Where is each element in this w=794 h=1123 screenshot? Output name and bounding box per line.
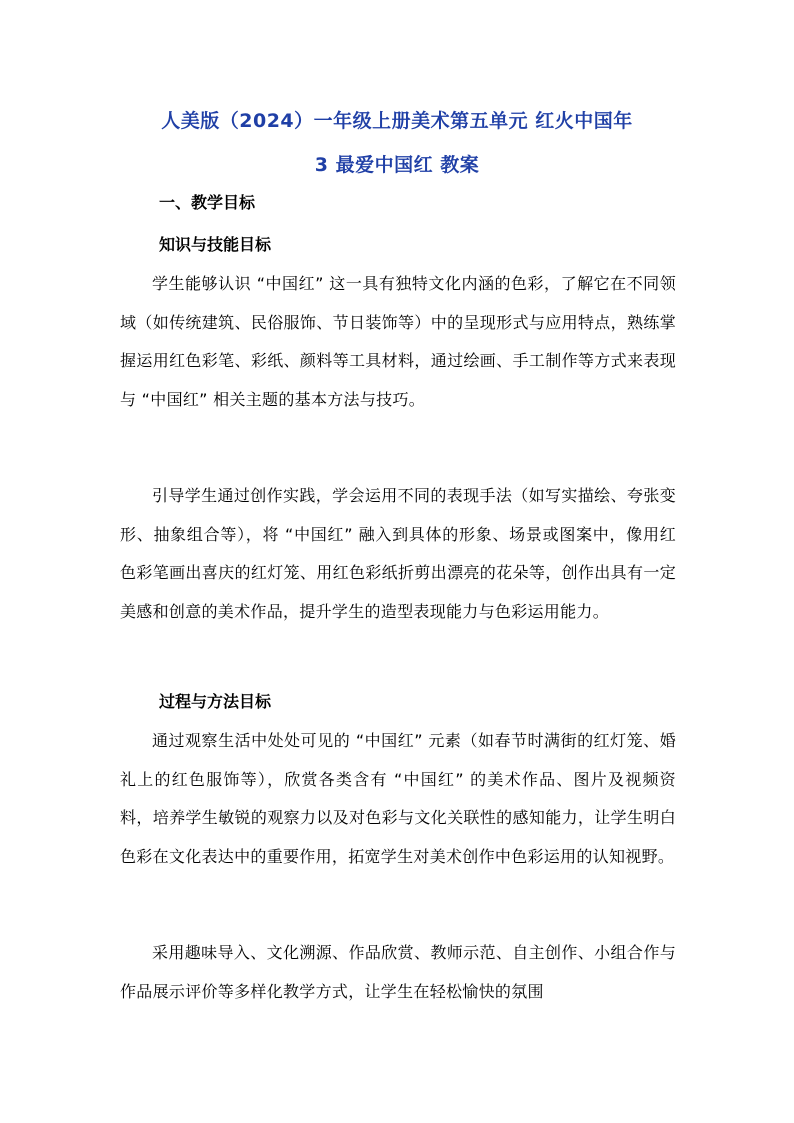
paragraph-process-2: 采用趣味导入、文化溯源、作品欣赏、教师示范、自主创作、小组合作与作品展示评价等多样化教学方式，让学生在轻松愉快的氛围 — [120, 943, 676, 1001]
document-title-line-1: 人美版（2024）一年级上册美术第五单元 红火中国年 — [161, 110, 633, 132]
paragraph-process-1: 通过观察生活中处处可见的 “中国红” 元素（如春节时满街的红灯笼、婚礼上的红色服饰等），欣赏各类含有 “中国红” 的美术作品、图片及视频资料，培养学生敏锐的观察力以及对色彩与文化关联性的感知能力，让学生明白色彩在文化表达中的重要作用，拓宽学生对美术创作中色彩运用的认知视野。 — [120, 731, 676, 866]
document-title-line-2: 3 最爱中国红 教案 — [314, 154, 480, 176]
subheading-process-methods: 过程与方法目标 — [159, 692, 272, 711]
paragraph-knowledge-1: 学生能够认识 “中国红” 这一具有独特文化内涵的色彩，了解它在不同领域（如传统建筑、民俗服饰、节日装饰等）中的呈现形式与应用特点，熟练掌握运用红色彩笔、彩纸、颜料等工具材料，通过绘画、手工制作等方式来表现与 “中国红” 相关主题的基本方法与技巧。 — [120, 274, 676, 409]
paragraph-knowledge-2: 引导学生通过创作实践，学会运用不同的表现手法（如写实描绘、夸张变形、抽象组合等），将 “中国红” 融入到具体的形象、场景或图案中，像用红色彩笔画出喜庆的红灯笼、用红色彩纸折剪出漂亮的花朵等，创作出具有一定美感和创意的美术作品，提升学生的造型表现能力与色彩运用能力。 — [120, 486, 676, 621]
subheading-knowledge-skills: 知识与技能目标 — [159, 235, 272, 254]
section-heading-teaching-goals: 一、教学目标 — [159, 193, 256, 212]
